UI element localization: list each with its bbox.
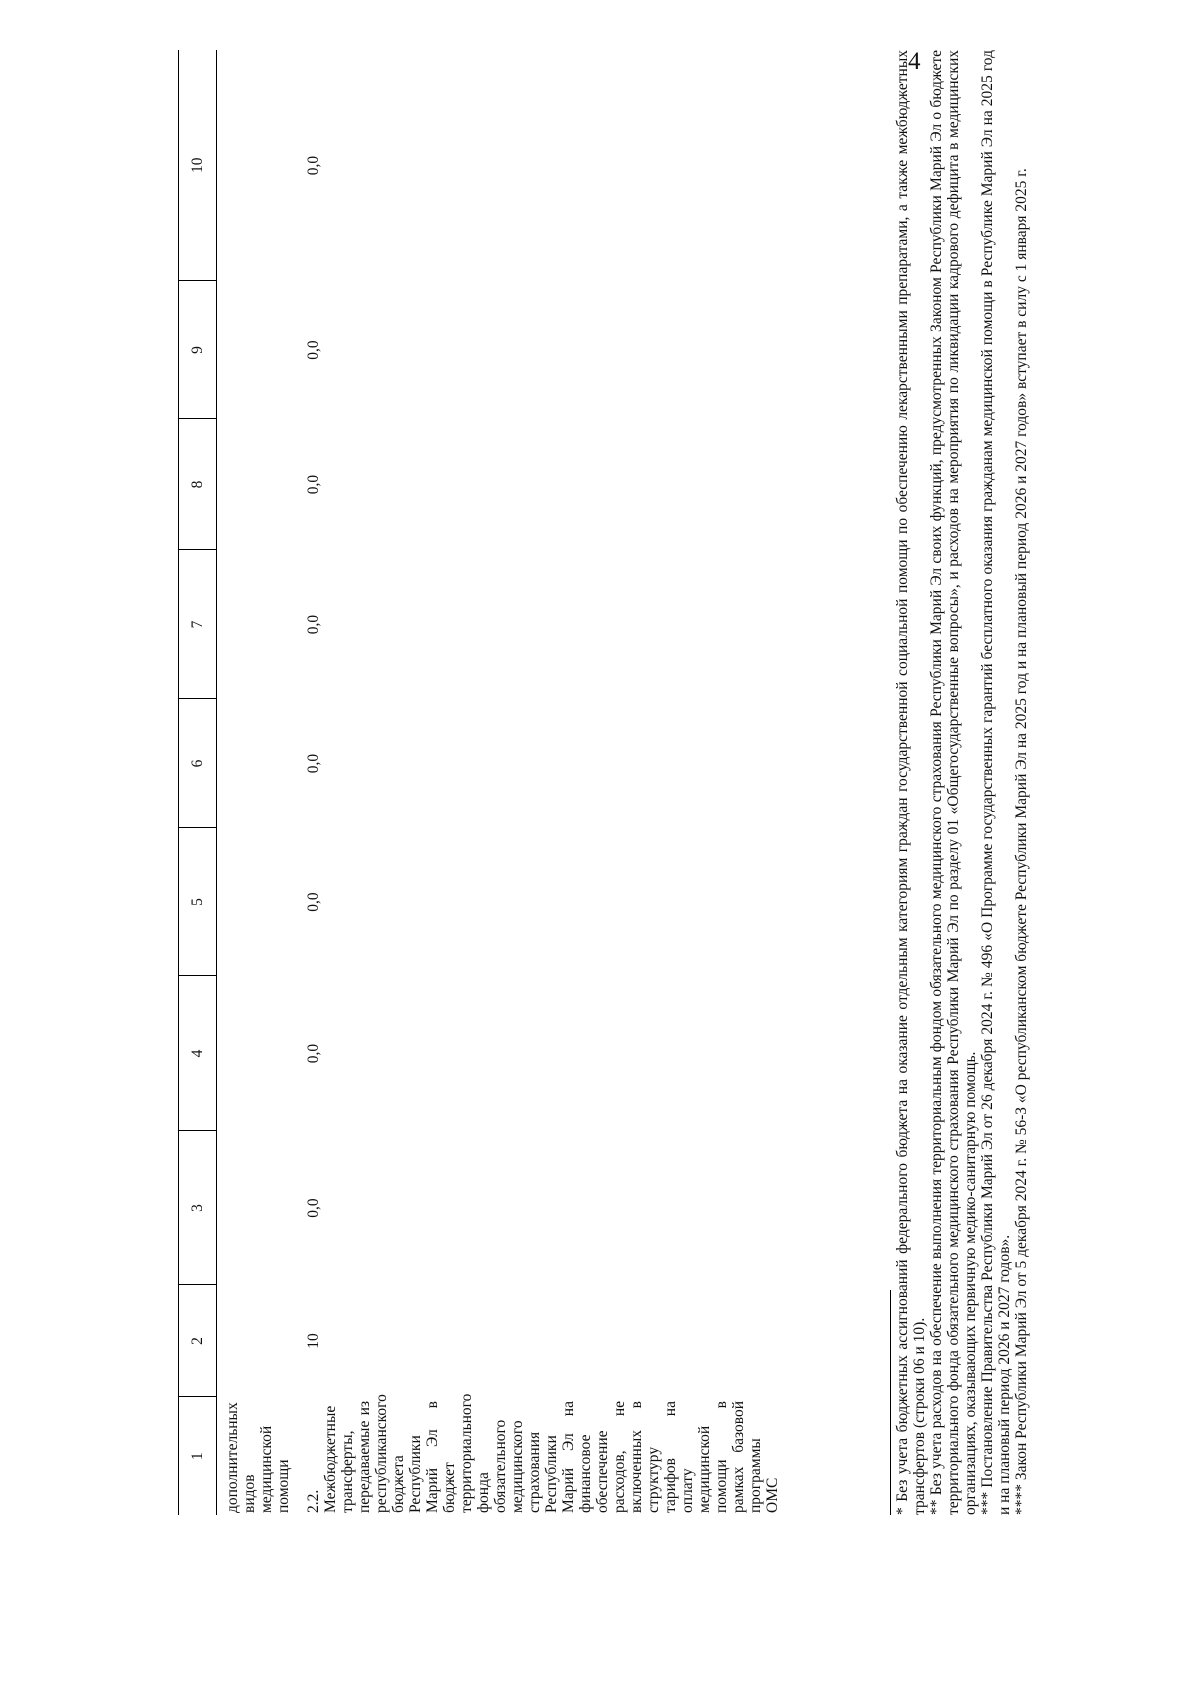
column-header: 8 [179,419,217,550]
table-cell [217,550,299,699]
table-cell: 0,0 [305,753,322,774]
table-header-row [179,50,217,1515]
table-cell: 0,0 [305,892,322,912]
footnote: * Без учета бюджетных ассигнований федерального бюджета на оказание отдельным категориям граждан государственной социальной помощи по обеспечению лекарственными препаратами, а также межбюджетных трансфертов (строки 06 и 10). [894,50,928,1515]
footnotes [894,50,1030,1515]
row-label: 2.2. Межбюджетные трансферты, передаваемые из республиканского бюджета Республики Марий Эл в бюджет территориального фонда обязательного медицинского страхования Республики Марий Эл на финансовое обеспечение расходов, не включенных в структуру тарифов на оплату медицинской помощи в рамках базовой программы ОМС [305,1393,781,1513]
row-label: дополнительных видов медицинской помощи [224,1402,292,1513]
row-code: 10 [305,1333,322,1349]
column-header: 4 [179,976,217,1131]
column-header: 6 [179,699,217,828]
table-cell: 0,0 [305,474,322,495]
column-header: 5 [179,828,217,976]
rotated-content [178,50,1030,1515]
column-header: 10 [179,50,217,281]
column-header: 7 [179,550,217,699]
footnote-divider [890,1290,891,1515]
footnote: ** Без учета расходов на обеспечение выполнения территориальным фондом обязательного медицинского страхования Республики Марий Эл своих функций, предусмотренных Законом Республики Марий Эл о бюджете территориального фонда обязательного медицинского страхования Республики Марий Эл по разделу 01 «Общегосударственные вопросы», и расходов на мероприятия по ликвидации кадрового дефицита в медицинских организациях, оказывающих первичную медико-санитарную помощь. [928,50,979,1515]
footnote: *** Постановление Правительства Республики Марий Эл от 26 декабря 2024 г. № 496 «О Программе государственных гарантий бесплатного оказания гражданам медицинской помощи в Республике Марий Эл на 2025 год и на плановый период 2026 и 2027 годов». [979,50,1013,1515]
table-cell: 0,0 [305,614,322,635]
table-row [298,50,781,1515]
budget-table [178,50,781,1515]
table-row [217,50,299,1515]
column-header: 9 [179,281,217,419]
table-cell [217,281,299,419]
table-cell [217,419,299,550]
column-header: 2 [179,1285,217,1397]
footnote: **** Закон Республики Марий Эл от 5 декабря 2024 г. № 56-З «О республиканском бюджете Республики Марий Эл на 2025 год и на плановый период 2026 и 2027 годов» вступает в силу с 1 января 2025 г. [1013,168,1030,1515]
page-number: 4 [908,48,921,75]
table-cell [217,828,299,976]
table-cell [217,699,299,828]
column-header: 3 [179,1131,217,1285]
table-cell: 0,0 [305,1198,322,1218]
column-header: 1 [179,1397,217,1515]
table-cell [217,976,299,1131]
table-cell: 0,0 [305,155,322,176]
row-code [217,1285,299,1397]
table-cell [217,1131,299,1285]
table-cell [217,50,299,281]
table-cell: 0,0 [305,340,322,360]
table-cell: 0,0 [305,1043,322,1064]
